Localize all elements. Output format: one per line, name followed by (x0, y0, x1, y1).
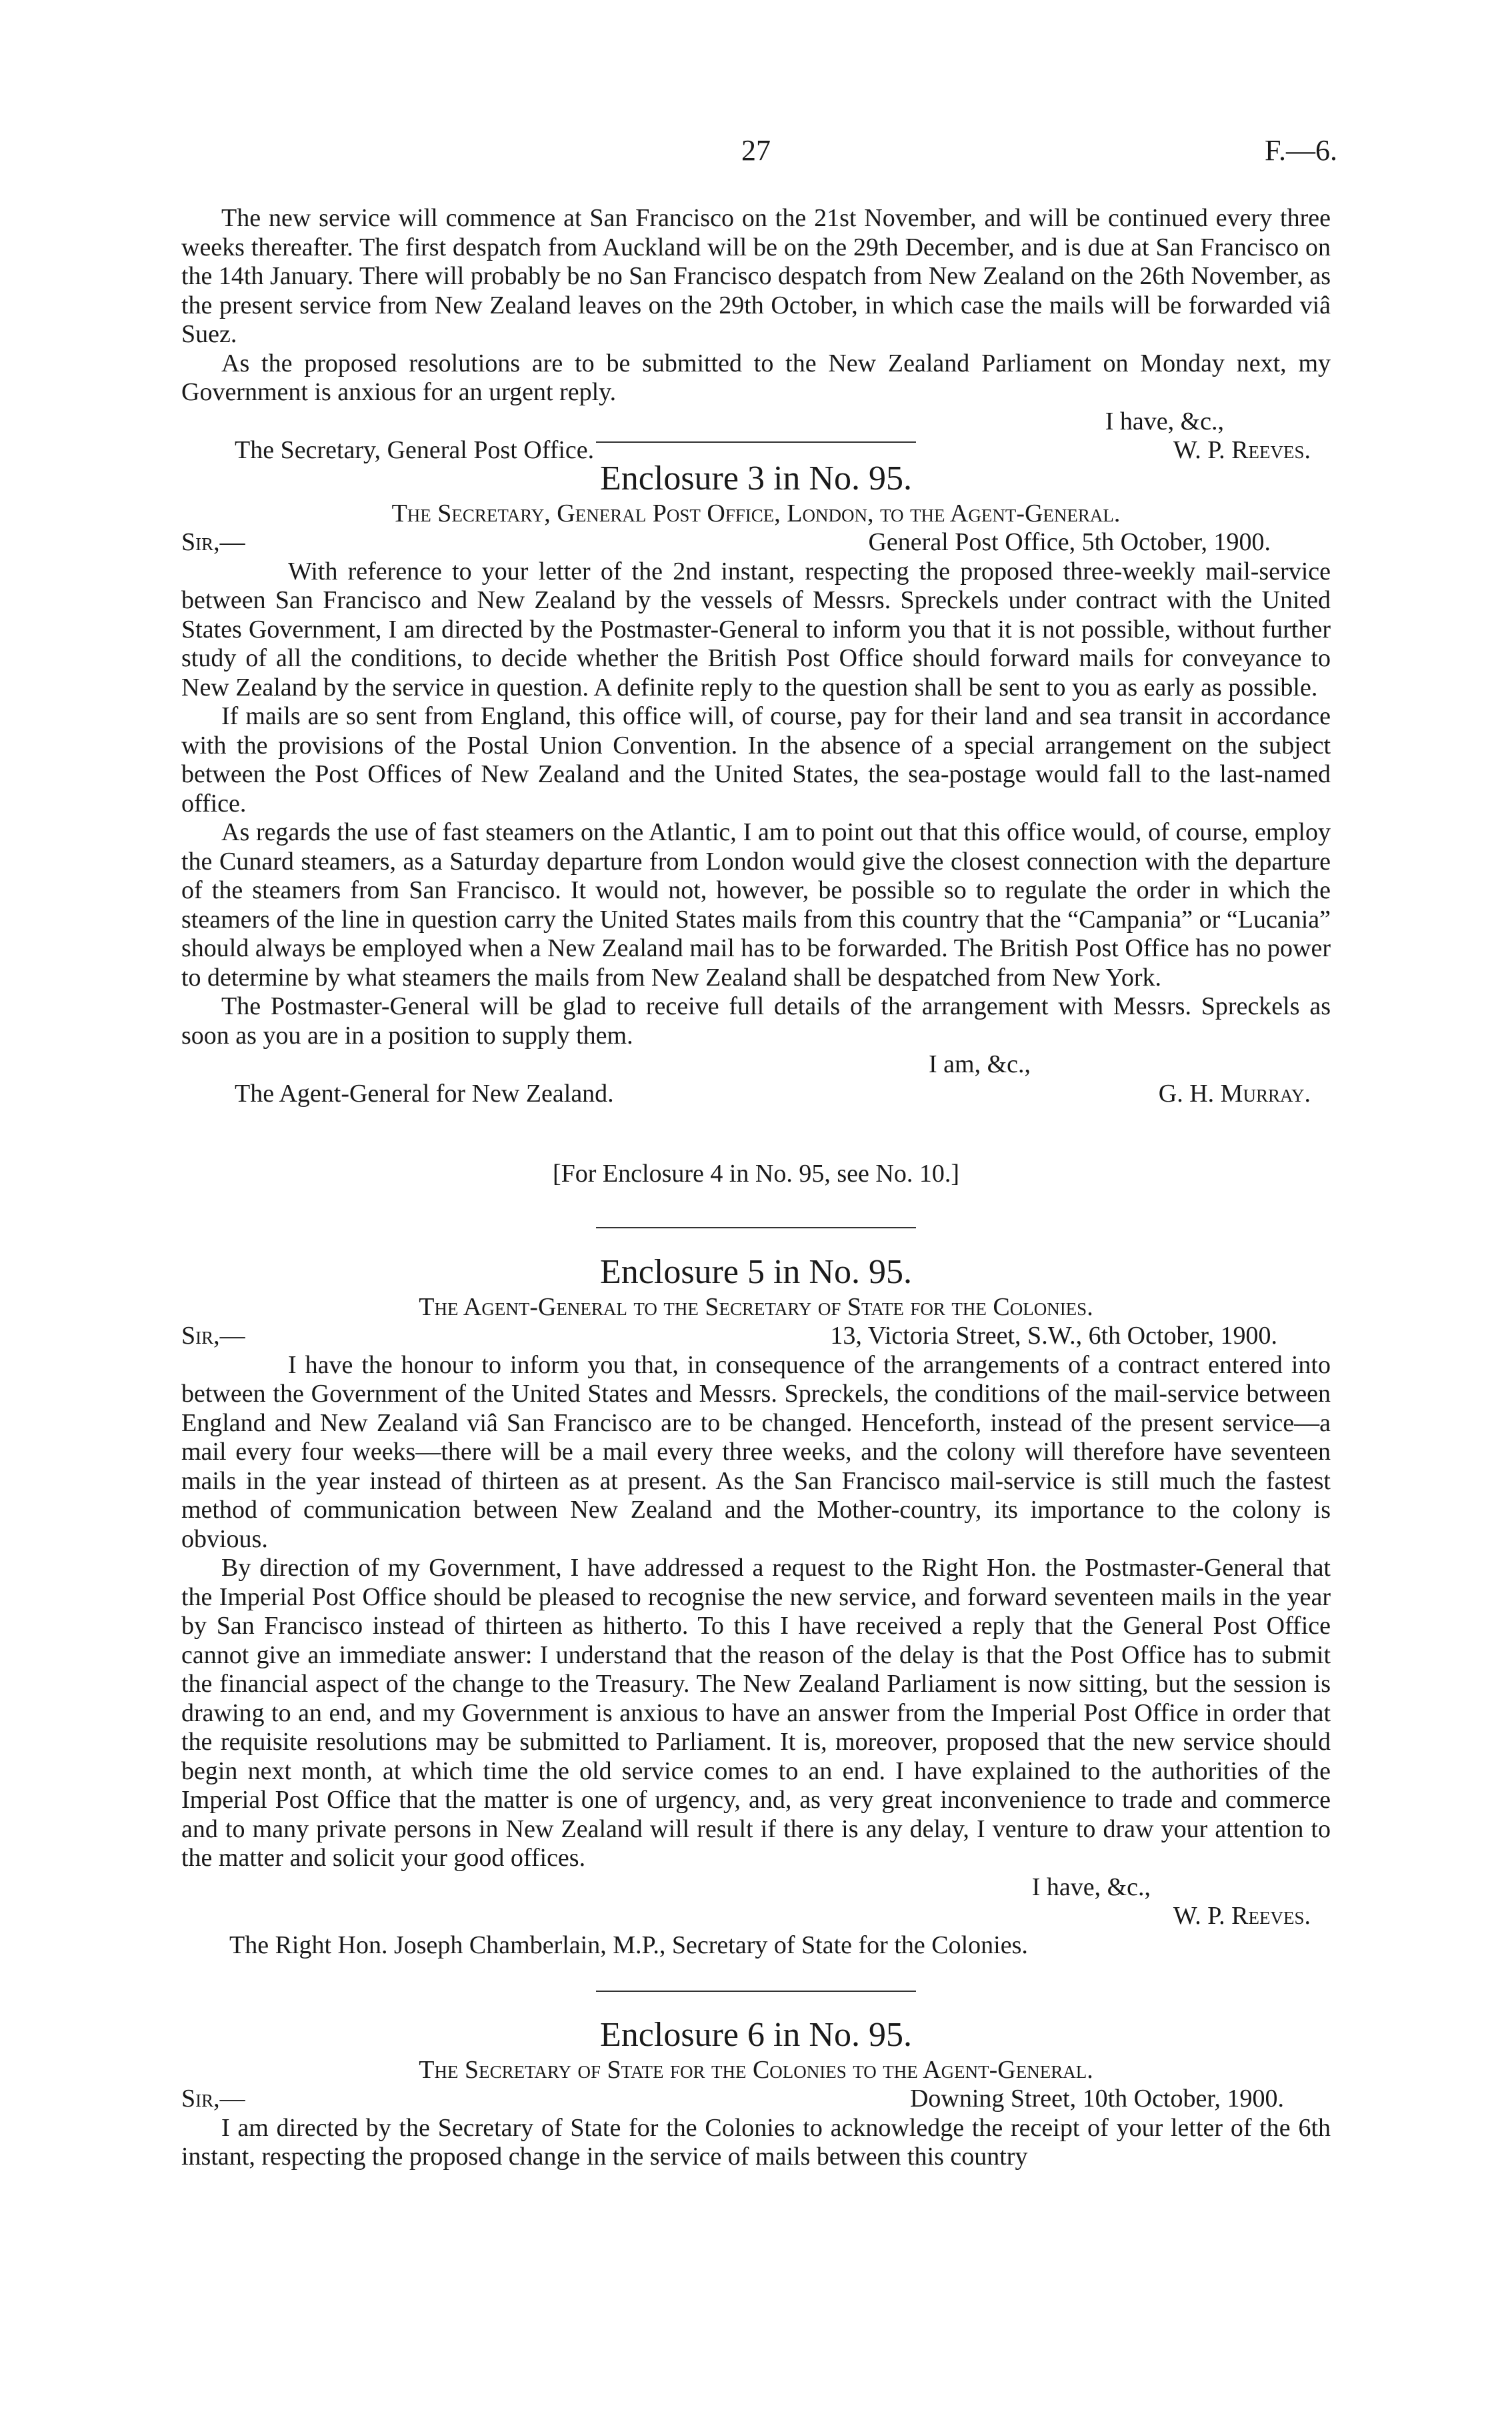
paragraph: I am directed by the Secretary of State for the Colonies to acknowledge the receipt of your letter of the 6th instant, respecting the proposed change in the service of mails between this country (181, 2113, 1331, 2171)
enclosure-subtitle: The Secretary of State for the Colonies to the Agent-General. (419, 2056, 1093, 2084)
page-number: 27 (741, 134, 771, 167)
divider (181, 1227, 1331, 1228)
enclosure-4-note: [For Enclosure 4 in No. 95, see No. 10.] (552, 1160, 959, 1188)
paragraph: I have the honour to inform you that, in consequence of the arrangements of a contract entered into between the Government of the United States and Messrs. Spreckels, the conditions of the mail-service between England and New Zealand viâ San Francisco are to be changed. Henceforth, instead of the present service—a mail every four weeks—there will be a mail every three weeks, and the colony will therefore have seventeen mails in the year instead of thirteen as at present. As the San Francisco mail-service is still much the fastest method of communication between New Zealand and the Mother-country, its importance to the colony is obvious. (181, 1350, 1331, 1553)
dateline-row (181, 1322, 1331, 1351)
signature: G. H. Murray. (1158, 1079, 1311, 1108)
paragraph: The Postmaster-General will be glad to receive full details of the arrangement with Messrs. Spreckels as soon as you are in a position to supply them. (181, 992, 1331, 1050)
dateline-row (181, 528, 1331, 557)
salutation: Sir,— (181, 2085, 245, 2113)
addressee: The Agent-General for New Zealand. (235, 1079, 614, 1108)
paragraph: If mails are so sent from England, this office will, of course, pay for their land and sea transit in accordance with the provisions of the Postal Union Convention. In the absence of a special arrangement on the subject between the Post Offices of New Zealand and the United States, the sea-postage would fall to the last-named office. (181, 702, 1331, 818)
enclosure-6 (181, 2015, 1331, 2172)
signature: W. P. Reeves. (1173, 436, 1311, 464)
enclosure-title: Enclosure 5 in No. 95. (600, 1253, 912, 1291)
addressee: The Secretary, General Post Office. (235, 436, 595, 464)
letter-continuation (181, 204, 1331, 465)
enclosure-title: Enclosure 6 in No. 95. (600, 2016, 912, 2054)
closing: I have, &c., (1105, 407, 1224, 435)
dateline: General Post Office, 5th October, 1900. (868, 528, 1271, 556)
dateline: Downing Street, 10th October, 1900. (909, 2085, 1284, 2113)
enclosure-subtitle: The Agent-General to the Secretary of State for the Colonies. (419, 1293, 1093, 1321)
enclosure-title: Enclosure 3 in No. 95. (600, 459, 912, 497)
paragraph: With reference to your letter of the 2nd instant, respecting the proposed three-weekly mail-service between San Francisco and New Zealand by the vessels of Messrs. Spreckels under contract with the United States Government, I am directed by the Postmaster-General to inform you that it is not possible, without further study of all the conditions, to decide whether the British Post Office should forward mails for conveyance to New Zealand by the service in question. A definite reply to the question shall be sent to you as early as possible. (181, 557, 1331, 702)
salutation: Sir,— (181, 1322, 245, 1350)
enclosure-3 (181, 459, 1331, 1108)
paragraph: By direction of my Government, I have addressed a request to the Right Hon. the Postmaster-General that the Imperial Post Office should be pleased to recognise the new service, and forward seventeen mails in the year by San Francisco instead of thirteen as hitherto. To this I have received a reply that the General Post Office cannot give an immediate answer: I understand that the reason of the delay is that the Post Office has to submit the financial aspect of the change to the Treasury. The New Zealand Parliament is now sitting, but the session is drawing to an end, and my Government is anxious to have an answer from the Imperial Post Office in order that the requisite resolutions may be submitted to Parliament. It is, moreover, proposed that the new service should begin next month, at which time the old service comes to an end. I have explained to the authorities of the Imperial Post Office that the matter is one of urgency, and, as very great inconvenience to trade and commerce and to many private persons in New Zealand will result if there is any delay, I venture to draw your attention to the matter and solicit your good offices. (181, 1554, 1331, 1872)
salutation: Sir,— (181, 528, 245, 556)
addressee: The Right Hon. Joseph Chamberlain, M.P., Secretary of State for the Colonies. (229, 1931, 1028, 1959)
dateline: 13, Victoria Street, S.W., 6th October, 1900. (830, 1322, 1277, 1350)
enclosure-5 (181, 1252, 1331, 1960)
closing: I have, &c., (1031, 1873, 1151, 1901)
divider (181, 1991, 1331, 1992)
enclosure-subtitle: The Secretary, General Post Office, London, to the Agent-General. (391, 499, 1121, 527)
paragraph: As regards the use of fast steamers on the Atlantic, I am to point out that this office would, of course, employ the Cunard steamers, as a Saturday departure from London would give the closest connection with the departure of the steamers from San Francisco. It would not, however, be possible so to regulate the order in which the steamers of the line in question carry the United States mails from this country that the “Campania” or “Lucania” should always be employed when a New Zealand mail has to be forwarded. The British Post Office has no power to determine by what steamers the mails from New Zealand shall be despatched from New York. (181, 818, 1331, 992)
divider (181, 441, 1331, 443)
signature: W. P. Reeves. (1173, 1902, 1311, 1930)
signature-row (181, 1080, 1331, 1109)
paragraph: The new service will commence at San Francisco on the 21st November, and will be continued every three weeks thereafter. The first despatch from Auckland will be on the 29th December, and is due at San Francisco on the 14th January. There will probably be no San Francisco despatch from New Zealand on the 26th November, as the present service from New Zealand leaves on the 29th October, in which case the mails will be forwarded viâ Suez. (181, 204, 1331, 348)
document-reference: F.—6. (1265, 134, 1337, 167)
dateline-row (181, 2085, 1331, 2114)
paragraph: As the proposed resolutions are to be submitted to the New Zealand Parliament on Monday next, my Government is anxious for an urgent reply. (181, 349, 1331, 406)
closing: I am, &c., (928, 1050, 1031, 1078)
